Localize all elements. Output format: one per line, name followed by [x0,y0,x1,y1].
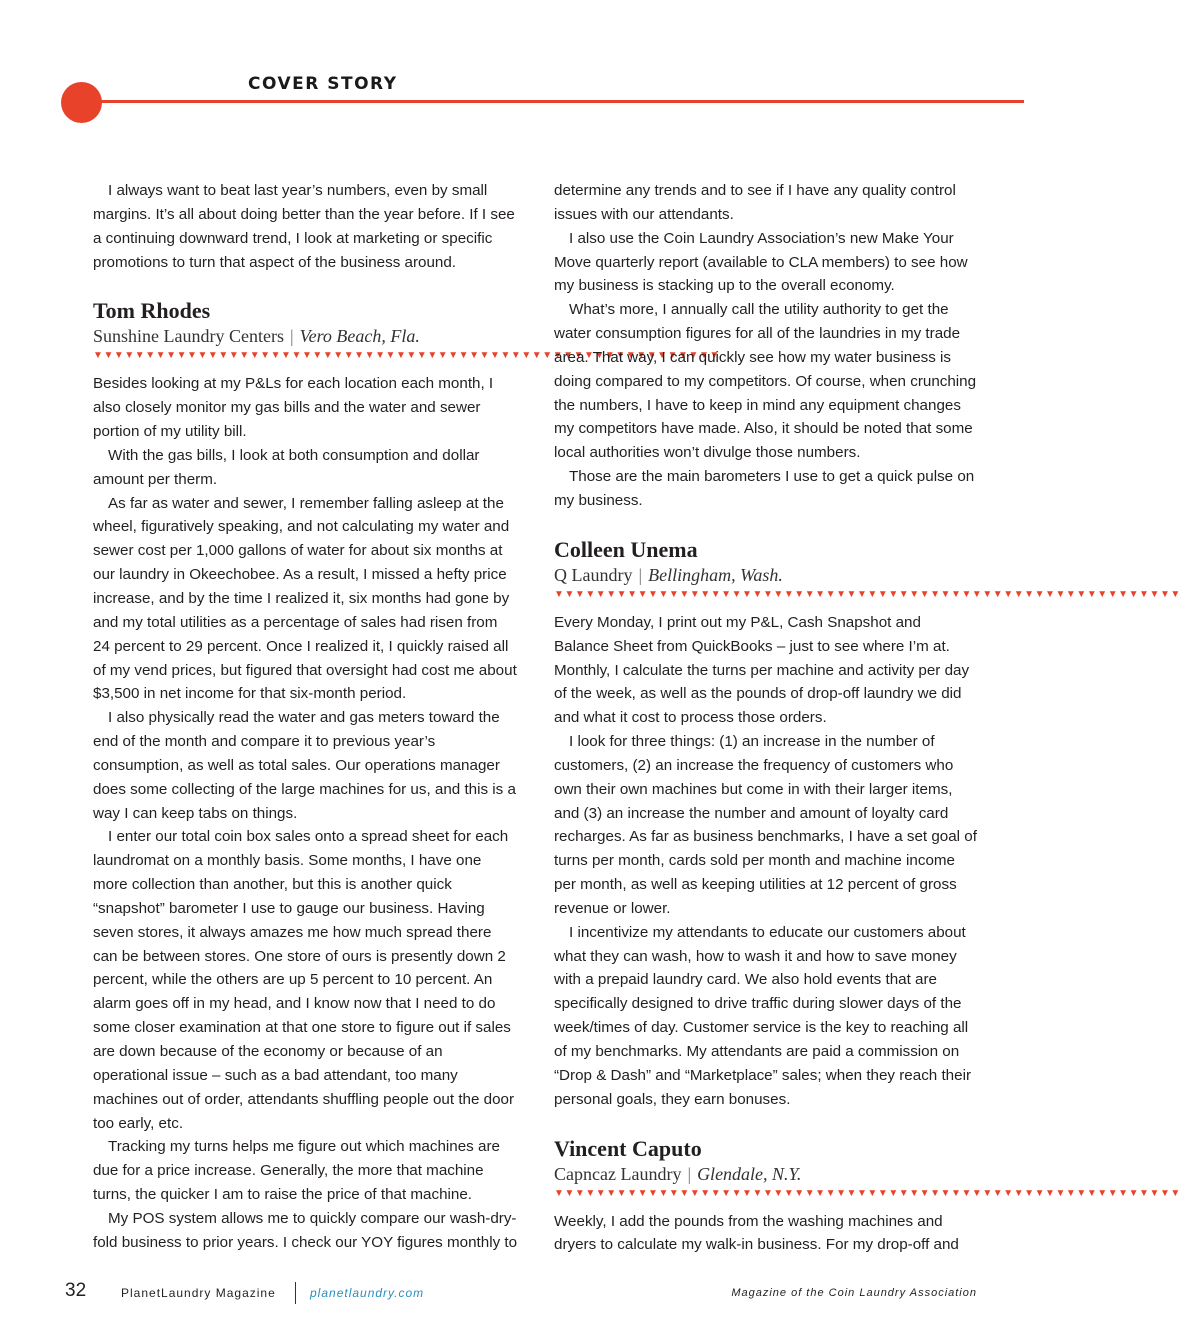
page-footer [0,1280,1024,1310]
body-paragraph: I incentivize my attendants to educate our customers about what they can wash, how to wash it and how to save money with a prepaid laundry card. We also hold events that are specifically designed to drive traffic during slower days of the week/times of day. Customer service is the key to reaching all of my benchmarks. My attendants are paid a commission on “Drop & Dash” and “Marketplace” sales; when they reach their personal goals, they earn bonuses. [554,923,971,1108]
body-paragraph: Those are the main barometers I use to get a quick pulse on my business. [554,468,975,509]
body-paragraph: As far as water and sewer, I remember falling asleep at the wheel, figuratively speaking, and not calculating my water and sewer cost per 1,000 gallons of water for about six months at our laundry in Okeechobee. As a result, I missed a hefty price increase, and by the time I realized it, six months had gone by and my total utilities as a percentage of sales had risen from 24 percent to 29 percent. Once I realized it, I quickly raised all of my vend prices, but figured that oversight had cost me about $3,500 in net income for that six-month period. [93,494,517,703]
page-number: 32 [65,1280,87,1301]
header-rule [80,100,1024,103]
separator: | [289,326,294,347]
intro-paragraph: I always want to beat last year’s numbers, even by small margins. It’s all about doing better than the year before. If I see a continuing downward trend, I look at marketing or specific promotions to turn that aspect of the business around. [93,182,515,271]
magazine-name: PlanetLaundry Magazine [121,1286,276,1300]
separator: | [687,1163,692,1184]
body-paragraph: I also physically read the water and gas meters toward the end of the month and compare it to previous year’s consumption, as well as total sales. Our operations manager does some collecting of the large machines for us, and this is a way I can keep tabs on things. [93,709,516,822]
body-paragraph: My POS system allows me to quickly compare our wash-dry-fold business to prior years. I check our YOY figures monthly to [93,1209,518,1251]
right-column [554,179,1181,1257]
profile-company: Capncaz Laundry [554,1163,682,1184]
body-paragraph: I also use the Coin Laundry Association’s new Make Your Move quarterly report (available to CLA members) to see how my business is stacking up to the overall economy. [554,229,968,295]
profile-location: Glendale, N.Y. [697,1163,802,1184]
profile-name: Vincent Caputo [554,1135,702,1161]
footer-divider [295,1282,296,1304]
profile-vincent-caputo [554,1135,1181,1200]
triangle-divider: ▼▼▼▼▼▼▼▼▼▼▼▼▼▼▼▼▼▼▼▼▼▼▼▼▼▼▼▼▼▼▼▼▼▼▼▼▼▼▼▼▼▼▼▼▼▼▼▼▼▼▼▼▼▼▼▼▼▼▼▼ [554,588,1181,600]
profile-affiliation [554,563,979,587]
profile-tom-rhodes [93,298,720,362]
profile-location: Vero Beach, Fla. [299,326,420,347]
magazine-tagline: Magazine of the Coin Laundry Association [731,1287,977,1299]
body-paragraph: With the gas bills, I look at both consumption and dollar amount per therm. [93,446,480,488]
body-paragraph: What’s more, I annually call the utility authority to get the water consumption figures for all of the laundries in my trade area. That way, I can quickly see how my water business is doing compared to my competitors. Of course, when crunching the numbers, I have to keep in mind any equipment changes my competitors have made. Also, it should be noted that some local authorities won’t divulge those numbers. [554,301,977,462]
continuation-paragraph: determine any trends and to see if I have any quality control issues with our attendants. [554,182,956,223]
triangle-divider: ▼▼▼▼▼▼▼▼▼▼▼▼▼▼▼▼▼▼▼▼▼▼▼▼▼▼▼▼▼▼▼▼▼▼▼▼▼▼▼▼▼▼▼▼▼▼▼▼▼▼▼▼▼▼▼▼▼▼▼▼ [93,350,720,362]
profile-colleen-unema [554,536,1181,601]
header-dot [61,82,102,123]
section-label: COVER STORY [248,74,398,94]
profile-name: Colleen Unema [554,536,698,562]
profile-affiliation [93,324,518,348]
body-paragraph: Weekly, I add the pounds from the washing machines and dryers to calculate my walk-in business. For my drop-off and [554,1212,959,1254]
separator: | [638,564,643,585]
profile-location: Bellingham, Wash. [648,564,783,585]
profile-company: Q Laundry [554,564,633,585]
profile-name: Tom Rhodes [93,298,211,324]
profile-affiliation [554,1162,979,1186]
magazine-url-link[interactable]: planetlaundry.com [310,1286,425,1300]
triangle-divider: ▼▼▼▼▼▼▼▼▼▼▼▼▼▼▼▼▼▼▼▼▼▼▼▼▼▼▼▼▼▼▼▼▼▼▼▼▼▼▼▼▼▼▼▼▼▼▼▼▼▼▼▼▼▼▼▼▼▼▼▼ [554,1187,1181,1199]
body-paragraph: Every Monday, I print out my P&L, Cash Snapshot and Balance Sheet from QuickBooks – just to see where I’m at. Monthly, I calculate the turns per machine and activity per day of the week, as well as the pounds of drop-off laundry we did and what it cost to process those orders. [554,613,970,727]
body-paragraph: I enter our total coin box sales onto a spread sheet for each laundromat on a monthly basis. Some months, I have one more collection than another, but this is another quick “snapshot” barometer I use to gauge our business. Having seven stores, it always amazes me how much spread there can be between stores. One store of ours is presently down 2 percent, while the others are up 5 percent to 10 percent. An alarm goes off in my head, and I know now that I need to do some closer examination at that one store to figure out if sales are down because of the economy or because of an operational issue – such as a bad attendant, too many machines out of order, attendants shuffling people out the door too early, etc. [93,828,515,1132]
profile-company: Sunshine Laundry Centers [93,326,284,347]
body-paragraph: I look for three things: (1) an increase in the number of customers, (2) an increase the frequency of customers who own their own machines but come in with their larger items, and (3) an increase the number and amount of loyalty card recharges. As far as business benchmarks, I have a set goal of turns per month, cards sold per month and machine income per month, as well as keeping utilities at 12 percent of gross revenue or lower. [554,733,977,917]
body-paragraph: Tracking my turns helps me figure out which machines are due for a price increase. Generally, the more that machine turns, the quicker I am to raise the price of that machine. [93,1138,500,1204]
body-paragraph: Besides looking at my P&Ls for each location each month, I also closely monitor my gas bills and the water and sewer portion of my utility bill. [93,375,494,441]
